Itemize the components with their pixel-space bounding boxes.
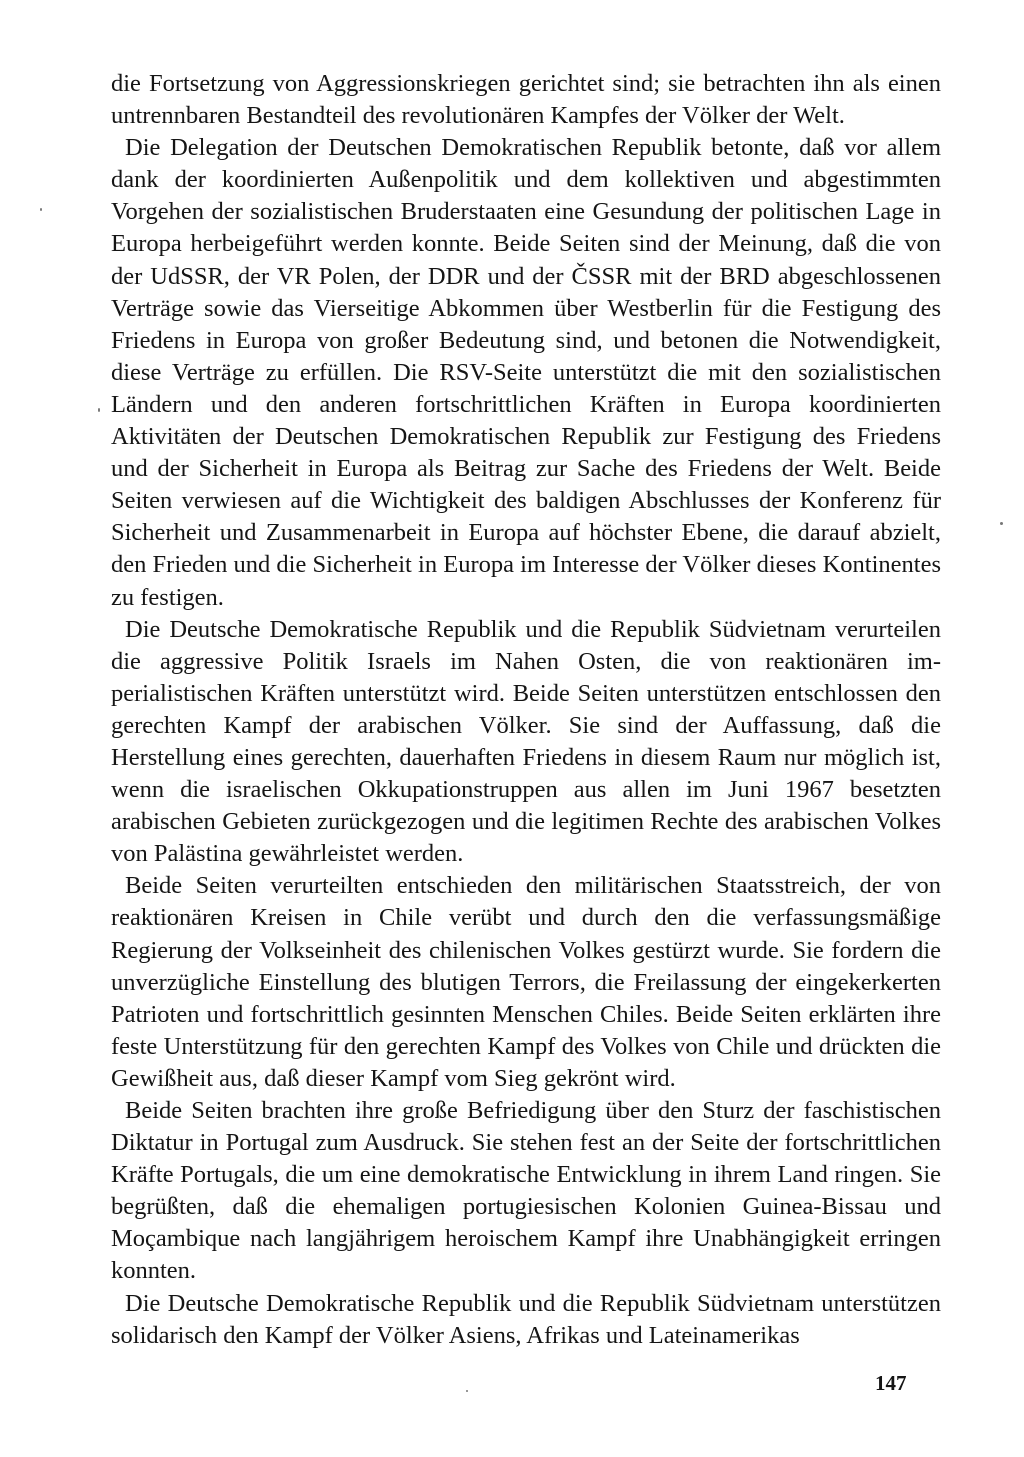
scan-speck xyxy=(98,408,100,412)
paragraph-3: Die Deutsche Demokratische Republik und die Republik Südvietnam verurteilen die aggressive Politik Israels im Nahen Osten, die von reaktionären imperialistischen Kräften unterstützt wird. Beide Seiten unterstützen entschlossen den gerechten Kampf der arabischen Völker. Sie sind der Auffassung, daß die Herstellung eines gerechten, dauerhaften Friedens in diesem Raum nur möglich ist, wenn die israelischen Okkupationstruppen aus allen im Juni 1967 besetzten arabischen Gebieten zurückgezogen und die legitimen Rechte des arabischen Volkes von Palästina gewährleistet werden. xyxy=(111,615,941,868)
paragraph-5: Beide Seiten brachten ihre große Befriedigung über den Sturz der faschistischen Diktatur in Portugal zum Ausdruck. Sie stehen fest an der Seite der fortschrittlichen Kräfte Portugals, die um eine demokratische Entwicklung in ihrem Land ringen. Sie begrüßten, daß die ehemaligen portugiesischen Kolonien Guinea-Bissau und Moçambique nach langjährigem heroischem Kampf ihre Unabhängigkeit erringen konnten. xyxy=(111,1097,941,1285)
scan-speck xyxy=(466,1390,468,1392)
scan-speck xyxy=(1000,522,1003,525)
paragraph-4: Beide Seiten verurteilten entschieden den militärischen Staatsstreich, der von reaktionären Kreisen in Chile verübt und durch den die verfassungsmäßige Regierung der Volkseinheit des chilenischen Volkes gestürzt wurde. Sie fordern die unverzügliche Einstellung des blutigen Terrors, die Freilassung der eingekerkerten Patrioten und fortschrittlich gesinnten Menschen Chiles. Beide Seiten erklärten ihre feste Unterstützung für den gerechten Kampf des Volkes von Chile und drückten die Gewißheit aus, daß dieser Kampf vom Sieg gekrönt wird. xyxy=(111,872,941,1092)
page-number: 147 xyxy=(875,1371,907,1395)
page-body xyxy=(111,68,941,1352)
paragraph-6: Die Deutsche Demokratische Republik und die Republik Südvietnam unterstützen solidarisch den Kampf der Völker Asiens, Afrikas und Lateinamerikas xyxy=(111,1289,941,1349)
paragraph-2: Die Delegation der Deutschen Demokratischen Republik betonte, daß vor allem dank der koordinierten Außenpolitik und dem kollektiven und abgestimmten Vorgehen der sozialistischen Bruderstaaten eine Gesundung der politischen Lage in Europa herbeigeführt werden konnte. Beide Seiten sind der Meinung, daß die von der UdSSR, der VR Polen, der DDR und der ČSSR mit der BRD abgeschlossenen Verträge sowie das Vierseitige Abkommen über Westberlin für die Festigung des Friedens in Europa von großer Bedeutung sind, und betonen die Notwendigkeit, diese Verträge zu erfüllen. Die RSV-Seite unterstützt die mit den sozialistischen Ländern und den anderen fortschrittlichen Kräften in Europa koordinierten Aktivitäten der Deutschen Demokratischen Republik zur Festigung des Friedens und der Sicherheit in Europa als Beitrag zur Sache des Friedens der Welt. Beide Seiten verwiesen auf die Wichtigkeit des baldigen Abschlusses der Konferenz für Sicherheit und Zusammenarbeit in Europa auf höchster Ebene, die darauf abzielt, den Frieden und die Sicherheit in Europa im Interesse der Völker dieses Kontinentes zu festigen. xyxy=(111,134,941,611)
paragraph-1: die Fortsetzung von Aggressionskriegen gerichtet sind; sie betrachten ihn als einen untrennbaren Bestandteil des revolutionären Kampfes der Völker der Welt. xyxy=(111,70,941,130)
scan-speck xyxy=(40,208,42,211)
